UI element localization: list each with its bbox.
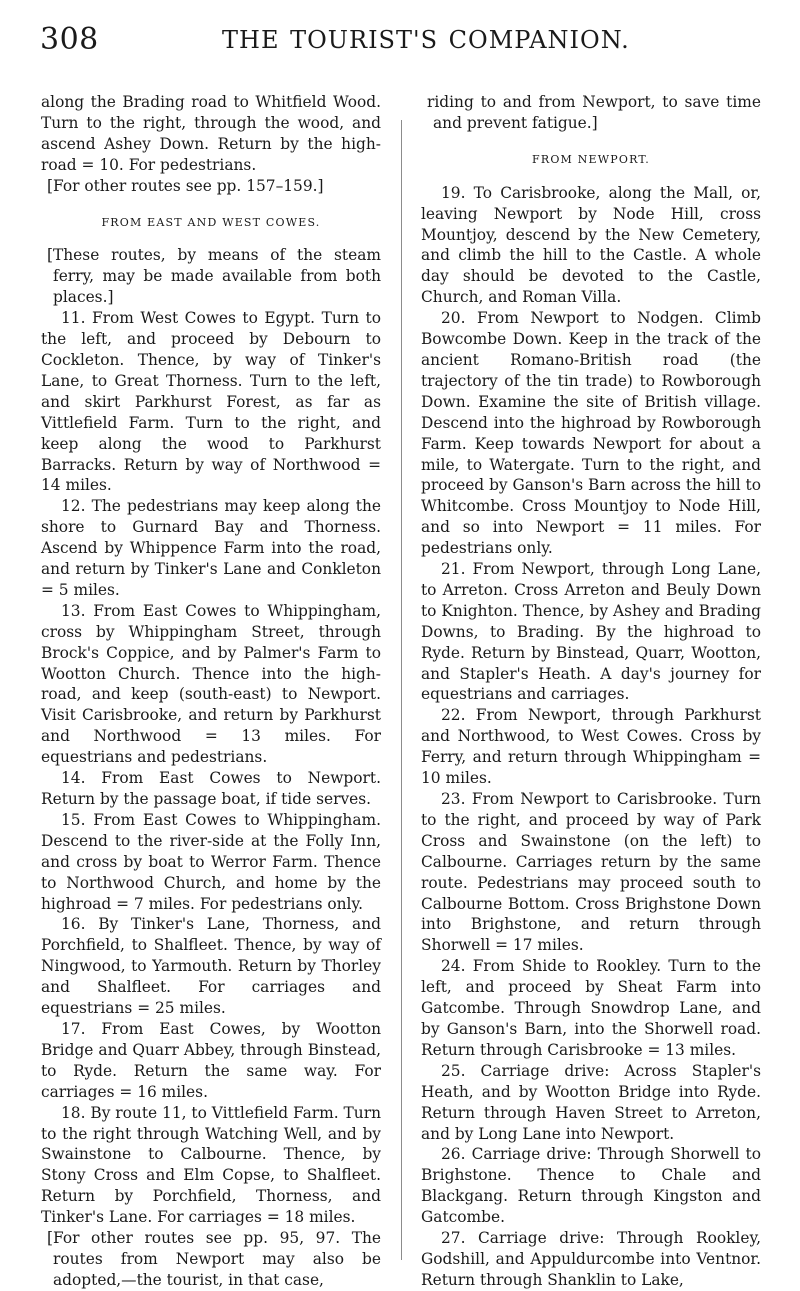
bracket-note: [For other routes see pp. 95, 97. The routes from Newport may also be adopted,—the tourist, in that case, [47, 1229, 381, 1289]
route-17: 17. From East Cowes, by Wootton Bridge and Quarr Abbey, through Binstead, to Ryde. Return the same way. For carriages = 16 miles. [41, 1019, 381, 1101]
route-19: 19. To Carisbrooke, along the Mall, or, leaving Newport by Node Hill, cross Mountjoy, descend by the New Cemetery, and climb the hill to the Castle. A whole day should be devoted to the Castle, Church, and Roman Villa. [421, 183, 761, 307]
page-number: 308 [40, 22, 99, 57]
page-header [40, 22, 770, 62]
route-22: 22. From Newport, through Parkhurst and Northwood, to West Cowes. Cross by Ferry, and return through Whippingham = 10 miles. [421, 706, 761, 788]
continued-paragraph: along the Brading road to Whitfield Wood. Turn to the right, through the wood, and ascend Ashey Down. Return by the high-road = 10. For pedestrians. [41, 93, 381, 174]
route-11: 11. From West Cowes to Egypt. Turn to the left, and proceed by Debourn to Cockleton. Thence, by way of Tinker's Lane, to Great Thorness. Turn to the left, and skirt Parkhurst Forest, as far as Vittlefield Farm. Turn to the right, and keep along the wood to Parkhurst Barracks. Return by way of Northwood = 14 miles. [41, 309, 381, 495]
bracket-note-continued: riding to and from Newport, to save time and prevent fatigue.] [427, 93, 761, 132]
route-21: 21. From Newport, through Long Lane, to Arreton. Cross Arreton and Beuly Down to Knighton. Thence, by Ashey and Brading Downs, to Brading. By the highroad to Ryde. Return by Binstead, Quarr, Wootton, and Stapler's Heath. A day's journey for equestrians and carriages. [421, 560, 761, 704]
column-divider [401, 120, 402, 1260]
route-25: 25. Carriage drive: Across Stapler's Heath, and by Wootton Bridge into Ryde. Return through Haven Street to Arreton, and by Long Lane into Newport. [421, 1061, 761, 1143]
route-26: 26. Carriage drive: Through Shorwell to Brighstone. Thence to Chale and Blackgang. Return through Kingston and Gatcombe. [421, 1145, 761, 1227]
route-12: 12. The pedestrians may keep along the shore to Gurnard Bay and Thorness. Ascend by Whippence Farm into the road, and return by Tinker's Lane and Conkleton = 5 miles. [41, 497, 381, 599]
route-13: 13. From East Cowes to Whippingham, cross by Whippingham Street, through Brock's Coppice, and by Palmer's Farm to Wootton Church. Thence into the high-road, and keep (south-east) to Newport. Visit Carisbrooke, and return by Parkhurst and Northwood = 13 miles. For equestrians and pedestrians. [41, 601, 381, 767]
route-14: 14. From East Cowes to Newport. Return by the passage boat, if tide serves. [41, 769, 381, 808]
route-24: 24. From Shide to Rookley. Turn to the left, and proceed by Sheat Farm into Gatcombe. Through Snowdrop Lane, and by Ganson's Barn, into the Shorwell road. Return through Carisbrooke = 13 miles. [421, 957, 761, 1059]
route-16: 16. By Tinker's Lane, Thorness, and Porchfield, to Shalfleet. Thence, by way of Ningwood, to Yarmouth. Return by Thorley and Shalfleet. For carriages and equestrians = 25 miles. [41, 915, 381, 1018]
right-column [421, 92, 761, 1291]
route-23: 23. From Newport to Carisbrooke. Turn to the right, and proceed by way of Park Cross and Swainstone (on the left) to Calbourne. Carriages return by the same route. Pedestrians may proceed south to Calbourne Bottom. Cross Brighstone Down into Brighstone, and return through Shorwell = 17 miles. [421, 790, 761, 955]
route-15: 15. From East Cowes to Whippingham. Descend to the river-side at the Folly Inn, and cross by boat to Werror Farm. Thence to Northwood Church, and home by the highroad = 7 miles. For pedestrians only. [41, 810, 381, 913]
running-head: THE TOURIST'S COMPANION. [222, 26, 630, 54]
section-heading-cowes: FROM EAST AND WEST COWES. [101, 215, 321, 229]
route-18: 18. By route 11, to Vittlefield Farm. Turn to the right through Watching Well, and by Swainstone to Calbourne. Thence, by Stony Cross and Elm Copse, to Shalfleet. Return by Porchfield, Thorness, and Tinker's Lane. For carriages = 18 miles. [41, 1103, 381, 1227]
bracket-note: [These routes, by means of the steam ferry, may be made available from both places.] [47, 246, 381, 307]
section-heading-newport: FROM NEWPORT. [532, 152, 650, 166]
left-column [41, 92, 381, 1291]
bracket-note: [For other routes see pp. 157–159.] [47, 176, 324, 195]
route-20: 20. From Newport to Nodgen. Climb Bowcombe Down. Keep in the track of the ancient Romano-British road (the trajectory of the tin trade) to Rowborough Down. Examine the site of British village. Descend into the highroad by Rowborough Farm. Keep towards Newport for about a mile, to Watergate. Turn to the right, and proceed by Ganson's Barn across the hill to Whitcombe. Cross Mountjoy to Node Hill, and so into Newport = 11 miles. For pedestrians only. [421, 309, 761, 558]
route-27: 27. Carriage drive: Through Rookley, Godshill, and Appuldurcombe into Ventnor. Return through Shanklin to Lake, [421, 1229, 761, 1289]
